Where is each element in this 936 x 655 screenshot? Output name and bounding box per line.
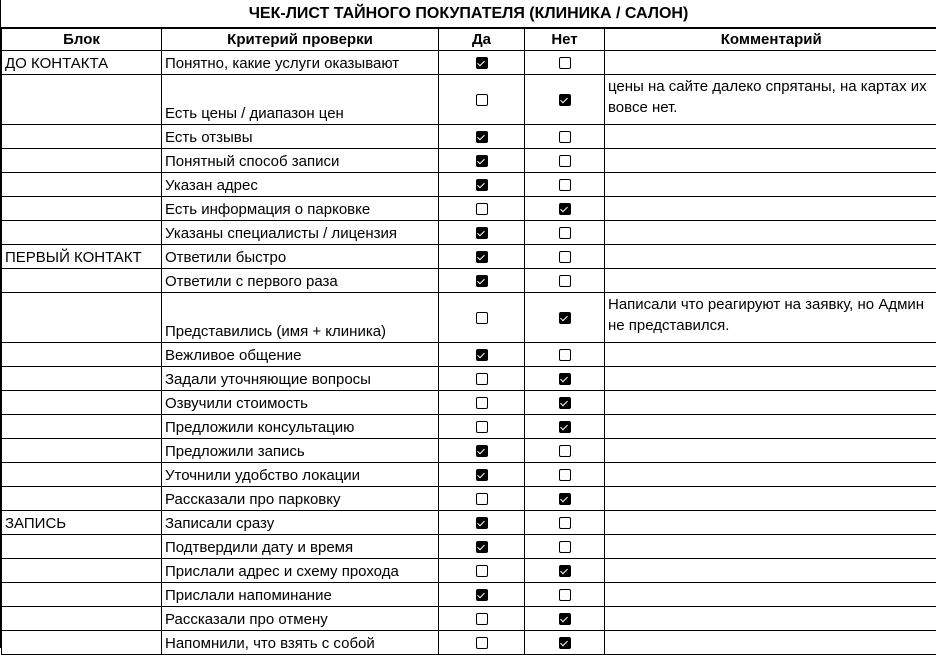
block-cell: [2, 607, 162, 631]
comment-cell[interactable]: [605, 197, 936, 221]
yes-checkbox[interactable]: [476, 613, 488, 625]
table-row: [2, 149, 936, 173]
table-row: [2, 293, 936, 343]
block-cell: [2, 149, 162, 173]
header-criterion: Критерий проверки: [162, 29, 439, 51]
block-cell: [2, 415, 162, 439]
criterion-cell: Ответили быстро: [162, 245, 439, 269]
yes-cell: [439, 511, 525, 535]
criterion-cell: Рассказали про отмену: [162, 607, 439, 631]
criterion-cell: Предложили консультацию: [162, 415, 439, 439]
yes-checkbox[interactable]: [476, 251, 488, 263]
yes-checkbox[interactable]: [476, 312, 488, 324]
yes-cell: [439, 487, 525, 511]
yes-cell: [439, 463, 525, 487]
yes-checkbox[interactable]: [476, 469, 488, 481]
comment-cell[interactable]: цены на сайте далеко спрятаны, на картах их вовсе нет.: [605, 75, 936, 125]
comment-cell[interactable]: [605, 559, 936, 583]
no-checkbox[interactable]: [559, 57, 571, 69]
table-row: [2, 367, 936, 391]
yes-cell: [439, 245, 525, 269]
comment-cell[interactable]: [605, 269, 936, 293]
criterion-cell: Есть цены / диапазон цен: [162, 75, 439, 125]
no-cell: [525, 221, 605, 245]
no-checkbox[interactable]: [559, 613, 571, 625]
yes-cell: [439, 125, 525, 149]
no-checkbox[interactable]: [559, 445, 571, 457]
no-cell: [525, 173, 605, 197]
comment-cell[interactable]: [605, 607, 936, 631]
no-cell: [525, 245, 605, 269]
no-cell: [525, 631, 605, 655]
no-checkbox[interactable]: [559, 541, 571, 553]
criterion-cell: Уточнили удобство локации: [162, 463, 439, 487]
yes-checkbox[interactable]: [476, 397, 488, 409]
yes-cell: [439, 439, 525, 463]
table-row: [2, 75, 936, 125]
no-checkbox[interactable]: [559, 203, 571, 215]
no-checkbox[interactable]: [559, 251, 571, 263]
block-cell: [2, 463, 162, 487]
no-cell: [525, 511, 605, 535]
block-cell: [2, 343, 162, 367]
comment-cell[interactable]: [605, 173, 936, 197]
criterion-cell: Озвучили стоимость: [162, 391, 439, 415]
yes-cell: [439, 535, 525, 559]
comment-cell[interactable]: [605, 125, 936, 149]
table-row: [2, 269, 936, 293]
criterion-cell: Понятно, какие услуги оказывают: [162, 51, 439, 75]
no-checkbox[interactable]: [559, 493, 571, 505]
yes-checkbox[interactable]: [476, 373, 488, 385]
comment-cell[interactable]: [605, 367, 936, 391]
header-no: Нет: [525, 29, 605, 51]
yes-checkbox[interactable]: [476, 131, 488, 143]
yes-cell: [439, 75, 525, 125]
no-checkbox[interactable]: [559, 421, 571, 433]
comment-cell[interactable]: [605, 391, 936, 415]
block-cell: [2, 487, 162, 511]
no-cell: [525, 51, 605, 75]
table-row: [2, 463, 936, 487]
table-row: [2, 487, 936, 511]
checklist-table: [1, 28, 936, 655]
yes-cell: [439, 197, 525, 221]
no-checkbox[interactable]: [559, 565, 571, 577]
criterion-cell: Вежливое общение: [162, 343, 439, 367]
criterion-cell: Есть информация о парковке: [162, 197, 439, 221]
no-checkbox[interactable]: [559, 312, 571, 324]
table-row: [2, 197, 936, 221]
no-cell: [525, 75, 605, 125]
table-row: [2, 559, 936, 583]
comment-cell[interactable]: [605, 221, 936, 245]
no-cell: [525, 343, 605, 367]
criterion-cell: Указан адрес: [162, 173, 439, 197]
block-cell: [2, 391, 162, 415]
header-comment: Комментарий: [605, 29, 936, 51]
block-cell: [2, 583, 162, 607]
no-checkbox[interactable]: [559, 397, 571, 409]
no-cell: [525, 487, 605, 511]
no-checkbox[interactable]: [559, 131, 571, 143]
header-row: [2, 29, 936, 51]
no-checkbox[interactable]: [559, 227, 571, 239]
comment-cell[interactable]: Написали что реагируют на заявку, но Админ не представился.: [605, 293, 936, 343]
criterion-cell: Записали сразу: [162, 511, 439, 535]
table-row: [2, 245, 936, 269]
table-row: [2, 631, 936, 655]
table-row: [2, 221, 936, 245]
no-cell: [525, 607, 605, 631]
table-row: [2, 415, 936, 439]
yes-checkbox[interactable]: [476, 493, 488, 505]
yes-cell: [439, 221, 525, 245]
criterion-cell: Рассказали про парковку: [162, 487, 439, 511]
yes-cell: [439, 149, 525, 173]
block-cell: ДО КОНТАКТА: [2, 51, 162, 75]
yes-cell: [439, 559, 525, 583]
comment-cell[interactable]: [605, 415, 936, 439]
block-cell: [2, 559, 162, 583]
yes-cell: [439, 269, 525, 293]
block-cell: [2, 197, 162, 221]
no-checkbox[interactable]: [559, 94, 571, 106]
no-cell: [525, 391, 605, 415]
yes-cell: [439, 173, 525, 197]
yes-checkbox[interactable]: [476, 179, 488, 191]
no-checkbox[interactable]: [559, 517, 571, 529]
block-cell: [2, 75, 162, 125]
no-checkbox[interactable]: [559, 179, 571, 191]
yes-checkbox[interactable]: [476, 94, 488, 106]
criterion-cell: Прислали адрес и схему прохода: [162, 559, 439, 583]
yes-cell: [439, 415, 525, 439]
no-checkbox[interactable]: [559, 373, 571, 385]
yes-checkbox[interactable]: [476, 57, 488, 69]
table-row: [2, 535, 936, 559]
comment-cell[interactable]: [605, 439, 936, 463]
yes-cell: [439, 391, 525, 415]
yes-checkbox[interactable]: [476, 565, 488, 577]
comment-cell[interactable]: [605, 511, 936, 535]
yes-checkbox[interactable]: [476, 275, 488, 287]
table-row: [2, 511, 936, 535]
criterion-cell: Представились (имя + клиника): [162, 293, 439, 343]
no-cell: [525, 415, 605, 439]
yes-checkbox[interactable]: [476, 589, 488, 601]
table-row: [2, 173, 936, 197]
no-cell: [525, 293, 605, 343]
no-checkbox[interactable]: [559, 469, 571, 481]
comment-cell[interactable]: [605, 583, 936, 607]
comment-cell[interactable]: [605, 245, 936, 269]
yes-cell: [439, 631, 525, 655]
no-cell: [525, 439, 605, 463]
header-block: Блок: [2, 29, 162, 51]
table-row: [2, 125, 936, 149]
yes-checkbox[interactable]: [476, 637, 488, 649]
no-cell: [525, 463, 605, 487]
no-cell: [525, 559, 605, 583]
no-cell: [525, 149, 605, 173]
no-checkbox[interactable]: [559, 275, 571, 287]
table-row: [2, 583, 936, 607]
block-cell: [2, 439, 162, 463]
comment-cell[interactable]: [605, 343, 936, 367]
criterion-cell: Напомнили, что взять с собой: [162, 631, 439, 655]
criterion-cell: Подтвердили дату и время: [162, 535, 439, 559]
no-checkbox[interactable]: [559, 349, 571, 361]
block-cell: [2, 631, 162, 655]
no-cell: [525, 367, 605, 391]
criterion-cell: Ответили с первого раза: [162, 269, 439, 293]
block-cell: [2, 269, 162, 293]
yes-cell: [439, 367, 525, 391]
no-cell: [525, 535, 605, 559]
comment-cell[interactable]: [605, 631, 936, 655]
yes-cell: [439, 293, 525, 343]
no-cell: [525, 197, 605, 221]
yes-checkbox[interactable]: [476, 445, 488, 457]
no-checkbox[interactable]: [559, 589, 571, 601]
criterion-cell: Прислали напоминание: [162, 583, 439, 607]
yes-cell: [439, 583, 525, 607]
no-checkbox[interactable]: [559, 155, 571, 167]
no-checkbox[interactable]: [559, 637, 571, 649]
yes-checkbox[interactable]: [476, 227, 488, 239]
criterion-cell: Задали уточняющие вопросы: [162, 367, 439, 391]
criterion-cell: Есть отзывы: [162, 125, 439, 149]
yes-cell: [439, 607, 525, 631]
comment-cell[interactable]: [605, 463, 936, 487]
yes-checkbox[interactable]: [476, 203, 488, 215]
block-cell: [2, 125, 162, 149]
table-row: [2, 343, 936, 367]
yes-checkbox[interactable]: [476, 155, 488, 167]
yes-checkbox[interactable]: [476, 349, 488, 361]
block-cell: [2, 173, 162, 197]
block-cell: [2, 221, 162, 245]
comment-cell[interactable]: [605, 149, 936, 173]
no-cell: [525, 583, 605, 607]
comment-cell[interactable]: [605, 51, 936, 75]
block-cell: ПЕРВЫЙ КОНТАКТ: [2, 245, 162, 269]
yes-checkbox[interactable]: [476, 541, 488, 553]
no-cell: [525, 269, 605, 293]
block-cell: [2, 535, 162, 559]
block-cell: ЗАПИСЬ: [2, 511, 162, 535]
sheet-title: ЧЕК-ЛИСТ ТАЙНОГО ПОКУПАТЕЛЯ (КЛИНИКА / САЛОН): [1, 0, 936, 28]
comment-cell[interactable]: [605, 535, 936, 559]
no-cell: [525, 125, 605, 149]
block-cell: [2, 367, 162, 391]
yes-cell: [439, 343, 525, 367]
criterion-cell: Указаны специалисты / лицензия: [162, 221, 439, 245]
table-row: [2, 391, 936, 415]
table-row: [2, 51, 936, 75]
checklist-body: [2, 51, 936, 655]
comment-cell[interactable]: [605, 487, 936, 511]
criterion-cell: Понятный способ записи: [162, 149, 439, 173]
yes-checkbox[interactable]: [476, 517, 488, 529]
criterion-cell: Предложили запись: [162, 439, 439, 463]
table-row: [2, 607, 936, 631]
header-yes: Да: [439, 29, 525, 51]
block-cell: [2, 293, 162, 343]
yes-cell: [439, 51, 525, 75]
yes-checkbox[interactable]: [476, 421, 488, 433]
table-row: [2, 439, 936, 463]
